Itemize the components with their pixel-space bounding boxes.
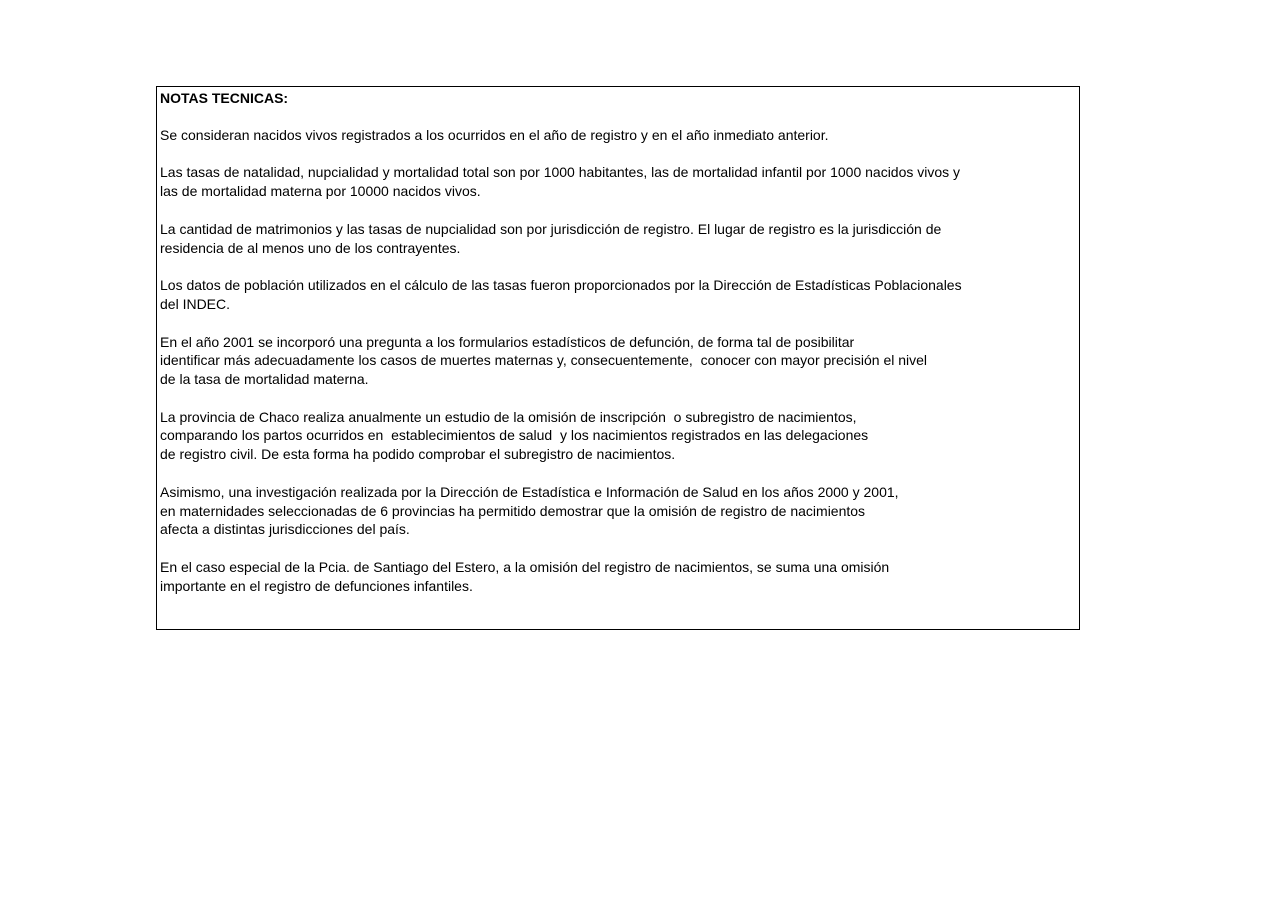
note-line: identificar más adecuadamente los casos de muertes maternas y, consecuentemente, conocer con mayor precisión el nivel — [160, 352, 928, 368]
note-line: Se consideran nacidos vivos registrados a los ocurridos en el año de registro y en el año inmediato anterior. — [160, 127, 829, 143]
note-line: en maternidades seleccionadas de 6 provincias ha permitido demostrar que la omisión de registro de nacimientos — [160, 503, 866, 519]
note-line: afecta a distintas jurisdicciones del país. — [160, 521, 410, 537]
note-line: de la tasa de mortalidad materna. — [160, 371, 369, 387]
note-line: En el caso especial de la Pcia. de Santiago del Estero, a la omisión del registro de nacimientos, se suma una omisión — [160, 559, 890, 575]
note-line: comparando los partos ocurridos en establecimientos de salud y los nacimientos registrados en las delegaciones — [160, 427, 869, 443]
note-line: del INDEC. — [160, 296, 231, 312]
notes-title: NOTAS TECNICAS: — [160, 90, 289, 106]
note-line: Asimismo, una investigación realizada por la Dirección de Estadística e Información de Salud en los años 2000 y 2001, — [160, 484, 899, 500]
note-line: La cantidad de matrimonios y las tasas de nupcialidad son por jurisdicción de registro. El lugar de registro es la jurisdicción de — [160, 221, 942, 237]
note-line: de registro civil. De esta forma ha podido comprobar el subregistro de nacimientos. — [160, 446, 676, 462]
note-line: residencia de al menos uno de los contrayentes. — [160, 240, 461, 256]
note-line: las de mortalidad materna por 10000 nacidos vivos. — [160, 183, 481, 199]
note-line: importante en el registro de defunciones infantiles. — [160, 578, 473, 594]
note-line: La provincia de Chaco realiza anualmente un estudio de la omisión de inscripción o subregistro de nacimientos, — [160, 409, 857, 425]
note-line: Las tasas de natalidad, nupcialidad y mortalidad total son por 1000 habitantes, las de mortalidad infantil por 1000 nacidos vivos y — [160, 164, 961, 180]
technical-notes-box — [156, 86, 1080, 630]
note-line: Los datos de población utilizados en el cálculo de las tasas fueron proporcionados por la Dirección de Estadísticas Poblacionales — [160, 277, 962, 293]
note-line: En el año 2001 se incorporó una pregunta a los formularios estadísticos de defunción, de forma tal de posibilitar — [160, 334, 855, 350]
